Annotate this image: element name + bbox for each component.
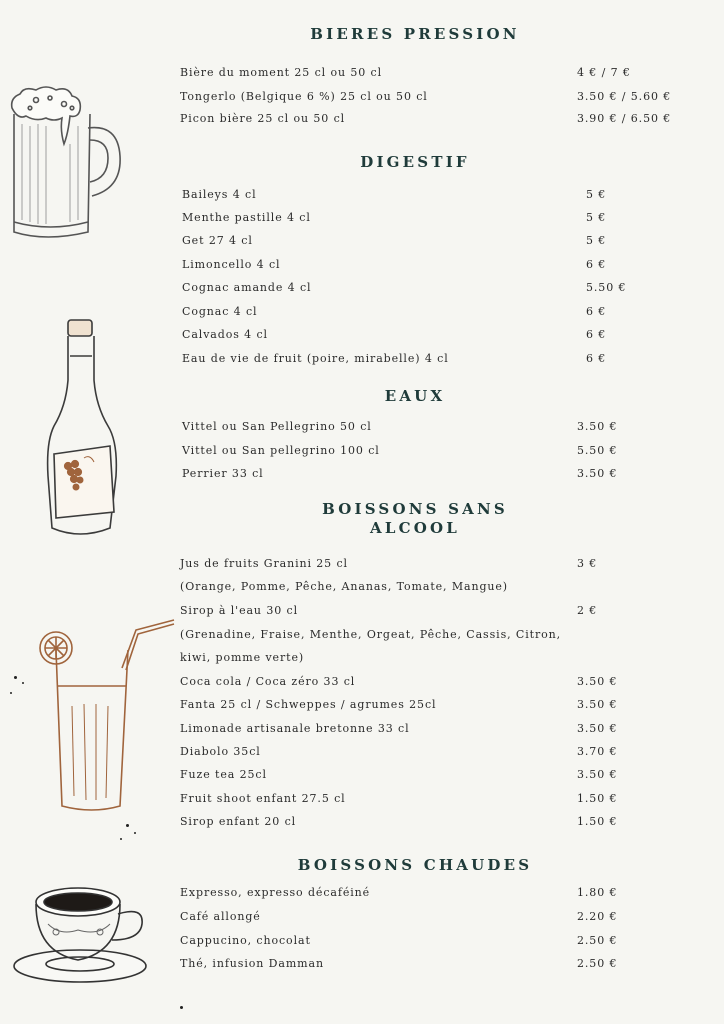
beer-mug-icon xyxy=(6,84,128,244)
item-price: 3.50 € xyxy=(577,768,618,781)
item-label: Vittel ou San Pellegrino 50 cl xyxy=(182,420,372,433)
item-label: Limoncello 4 cl xyxy=(182,258,281,271)
item-label: Jus de fruits Granini 25 cl xyxy=(180,557,348,570)
section-title-chaudes: BOISSONS CHAUDES xyxy=(297,856,533,874)
item-label: Thé, infusion Damman xyxy=(180,957,324,970)
item-price: 3.50 € xyxy=(577,675,618,688)
item-label: Diabolo 35cl xyxy=(180,745,261,758)
item-price: 3.50 € xyxy=(577,420,618,433)
item-label: Perrier 33 cl xyxy=(182,467,264,480)
ink-speck xyxy=(10,692,12,694)
item-label: Fanta 25 cl / Schweppes / agrumes 25cl xyxy=(180,698,437,711)
item-label: Sirop enfant 20 cl xyxy=(180,815,297,828)
item-label: Cognac 4 cl xyxy=(182,305,258,318)
ink-speck xyxy=(120,838,122,840)
item-label: Limonade artisanale bretonne 33 cl xyxy=(180,722,410,735)
item-price: 2.20 € xyxy=(577,910,618,923)
item-price: 1.50 € xyxy=(577,792,618,805)
item-price: 3.50 € xyxy=(577,467,618,480)
item-price: 5 € xyxy=(586,234,607,247)
item-label: Baileys 4 cl xyxy=(182,188,257,201)
item-label: Vittel ou San pellegrino 100 cl xyxy=(182,444,380,457)
item-price: 3.90 € / 6.50 € xyxy=(577,112,672,125)
coffee-cup-icon xyxy=(8,880,158,990)
item-label: Tongerlo (Belgique 6 %) 25 cl ou 50 cl xyxy=(180,90,428,103)
section-title-digestif: DIGESTIF xyxy=(360,153,470,171)
item-price: 2.50 € xyxy=(577,957,618,970)
item-price: 5.50 € xyxy=(577,444,618,457)
ink-speck xyxy=(14,676,17,679)
item-price: 3.50 € xyxy=(577,722,618,735)
ink-speck xyxy=(126,824,129,827)
item-label: Coca cola / Coca zéro 33 cl xyxy=(180,675,356,688)
item-label: Café allongé xyxy=(180,910,261,923)
item-label: (Orange, Pomme, Pêche, Ananas, Tomate, Mangue) xyxy=(180,580,508,593)
item-label: Menthe pastille 4 cl xyxy=(182,211,311,224)
item-label: Calvados 4 cl xyxy=(182,328,268,341)
item-label: Eau de vie de fruit (poire, mirabelle) 4 cl xyxy=(182,352,449,365)
item-label: Fuze tea 25cl xyxy=(180,768,267,781)
section-title-sans-alcool-line2: ALCOOL xyxy=(369,519,460,537)
item-price: 5 € xyxy=(586,211,607,224)
item-price: 2.50 € xyxy=(577,934,618,947)
item-price: 5.50 € xyxy=(586,281,627,294)
ink-speck xyxy=(180,1006,183,1009)
ink-speck xyxy=(134,832,136,834)
item-price: 5 € xyxy=(586,188,607,201)
item-price: 6 € xyxy=(586,305,607,318)
item-price: 3 € xyxy=(577,557,598,570)
item-label: Bière du moment 25 cl ou 50 cl xyxy=(180,66,383,79)
item-label: Sirop à l'eau 30 cl xyxy=(180,604,298,617)
item-label: Fruit shoot enfant 27.5 cl xyxy=(180,792,346,805)
item-label: Cappucino, chocolat xyxy=(180,934,311,947)
section-title-eaux: EAUX xyxy=(384,387,446,405)
section-title-bieres: BIERES PRESSION xyxy=(310,25,520,43)
item-price: 1.50 € xyxy=(577,815,618,828)
item-label: Cognac amande 4 cl xyxy=(182,281,312,294)
item-price: 1.80 € xyxy=(577,886,618,899)
item-price: 3.70 € xyxy=(577,745,618,758)
item-price: 3.50 € / 5.60 € xyxy=(577,90,672,103)
item-label: kiwi, pomme verte) xyxy=(180,651,305,664)
item-price: 3.50 € xyxy=(577,698,618,711)
item-label: Expresso, expresso décaféiné xyxy=(180,886,371,899)
item-price: 2 € xyxy=(577,604,598,617)
item-price: 4 € / 7 € xyxy=(577,66,631,79)
bottle-icon xyxy=(44,316,124,552)
item-label: (Grenadine, Fraise, Menthe, Orgeat, Pêche, Cassis, Citron, xyxy=(180,628,562,641)
section-title-sans-alcool-line1: BOISSONS SANS xyxy=(322,500,508,518)
ink-speck xyxy=(22,682,24,684)
item-price: 6 € xyxy=(586,352,607,365)
cocktail-glass-icon xyxy=(34,616,184,816)
item-price: 6 € xyxy=(586,328,607,341)
item-label: Picon bière 25 cl ou 50 cl xyxy=(180,112,346,125)
item-label: Get 27 4 cl xyxy=(182,234,253,247)
item-price: 6 € xyxy=(586,258,607,271)
